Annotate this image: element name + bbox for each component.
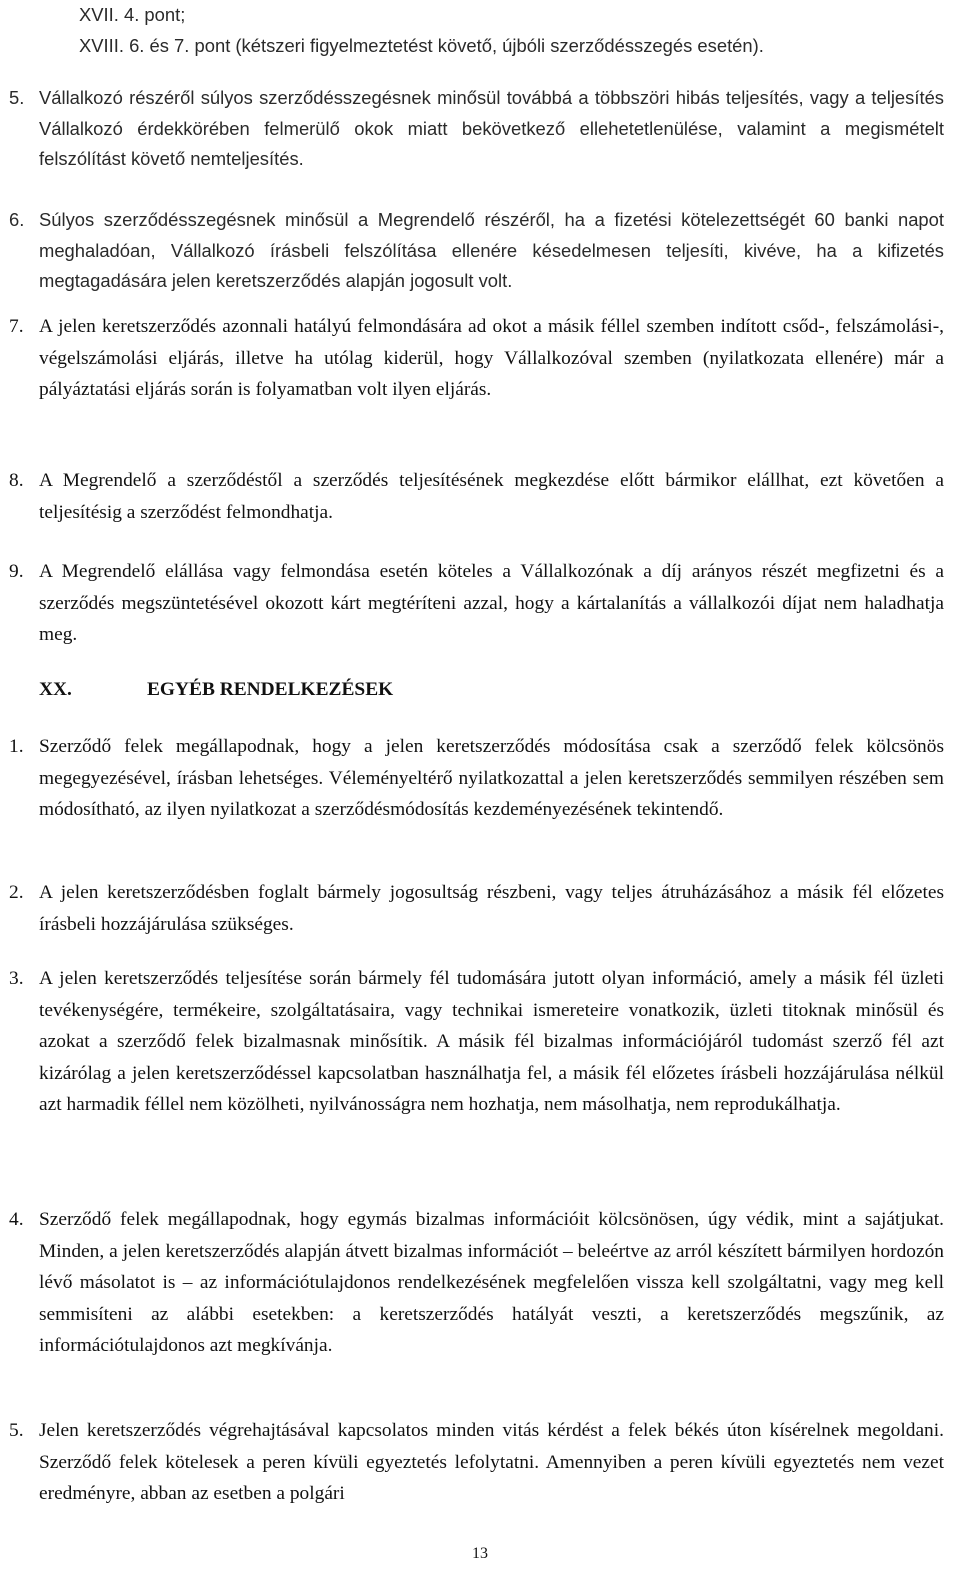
previous-list-continuation	[79, 0, 939, 61]
paragraph-number: 3.	[9, 968, 24, 989]
paragraph-8	[0, 465, 960, 528]
paragraph-number: 6.	[9, 209, 25, 230]
section-paragraph-2	[0, 877, 960, 940]
paragraph-text: A Megrendelő elállása vagy felmondása esetén köteles a Vállalkozónak a díj arányos részét megfizetni és a szerződés megszüntetésével okozott kárt megtéríteni azzal, hogy a kártalanítás a vállalkozói díjat nem haladhatja meg.	[39, 561, 944, 646]
paragraph-text: Szerződő felek megállapodnak, hogy a jelen keretszerződés módosítása csak a szerződő felek kölcsönös megegyezésével, írásban lehetséges. Véleményeltérő nyilatkozattal a jelen keretszerződés semmilyen részében sem módosítható, az ilyen nyilatkozat a szerződésmódosítás kezdeményezésének tekintendő.	[39, 736, 944, 821]
paragraph-text: Szerződő felek megállapodnak, hogy egymás bizalmas információit kölcsönösen, úgy védik, mint a sajátjukat. Minden, a jelen keretszerződés alapján átvett bizalmas információt – beleértve az arról készített bármilyen hordozón lévő másolatot is – az információtulajdonos rendelkezésének megfelelően vissza kell szolgáltatni, vagy meg kell semmisíteni az alábbi esetekben: a keretszerződés hatályát veszti, a keretszerződés megszűnik, az információtulajdonos azt megkívánja.	[39, 1209, 944, 1357]
page-number: 13	[472, 1545, 488, 1562]
paragraph-number: 8.	[9, 470, 24, 491]
paragraph-text: A Megrendelő a szerződéstől a szerződés teljesítésének megkezdése előtt bármikor elállhat, ezt követően a teljesítésig a szerződést felmondhatja.	[39, 470, 944, 523]
paragraph-6	[0, 205, 960, 297]
paragraph-text: A jelen keretszerződés azonnali hatályú felmondására ad okot a másik féllel szemben indított csőd-, felszámolási-, végelszámolási eljárás, illetve ha utólag kiderül, hogy Vállalkozóval szemben (nyilatkozata ellenére) már a pályáztatási eljárás során is folyamatban volt ilyen eljárás.	[39, 316, 944, 401]
section-title: EGYÉB RENDELKEZÉSEK	[147, 679, 394, 700]
paragraph-number: 5.	[9, 1420, 24, 1441]
paragraph-text: Súlyos szerződésszegésnek minősül a Megrendelő részéről, ha a fizetési kötelezettségét 60 banki napot meghaladóan, Vállalkozó írásbeli felszólítása ellenére késedelmesen teljesíti, kivéve, ha a kifizetés megtagadására jelen keretszerződés alapján jogosult volt.	[39, 209, 944, 291]
section-paragraph-1	[0, 731, 960, 826]
paragraph-5	[0, 83, 960, 175]
paragraph-number: 4.	[9, 1209, 24, 1230]
section-paragraph-4	[0, 1204, 960, 1362]
section-paragraph-3	[0, 963, 960, 1121]
paragraph-text: A jelen keretszerződésben foglalt bármely jogosultság részbeni, vagy teljes átruházásához a másik fél előzetes írásbeli hozzájárulása szükséges.	[39, 882, 944, 935]
paragraph-9	[0, 556, 960, 651]
paragraph-number: 1.	[9, 736, 24, 757]
list-line: XVIII. 6. és 7. pont (kétszeri figyelmeztetést követő, újbóli szerződésszegés esetén).	[79, 34, 764, 56]
paragraph-text: A jelen keretszerződés teljesítése során bármely fél tudomására jutott olyan információ, amely a másik fél üzleti tevékenységére, termékeire, szolgáltatásaira, vagy technikai ismereteire vonatkozik, üzleti titoknak minősül és azokat a szerződő felek bizalmasnak minősítik. A másik fél bizalmas információjáról tudomást szerző fél azt kizárólag a jelen keretszerződéssel kapcsolatban használhatja fel, a másik fél előzetes írásbeli hozzájárulása nélkül azt harmadik féllel nem közölheti, nyilvánosságra nem hozhatja, nem másolhatja, nem reprodukálhatja.	[39, 968, 944, 1116]
section-paragraph-5	[0, 1415, 960, 1510]
paragraph-number: 5.	[9, 87, 25, 108]
paragraph-text: Vállalkozó részéről súlyos szerződésszegésnek minősül továbbá a többszöri hibás teljesítés, vagy a teljesítés Vállalkozó érdekkörében felmerülő okok miatt bekövetkező ellehetetlenülése, valamint a megismételt felszólítást követő nemteljesítés.	[39, 87, 944, 169]
section-number: XX.	[39, 679, 72, 700]
paragraph-7	[0, 311, 960, 406]
paragraph-text: Jelen keretszerződés végrehajtásával kapcsolatos minden vitás kérdést a felek békés úton kísérelnek megoldani. Szerződő felek kötelesek a peren kívüli egyeztetés lefolytatni. Amennyiben a peren kívüli egyeztetés nem vezet eredményre, abban az esetben a polgári	[39, 1420, 944, 1505]
list-line: XVII. 4. pont;	[79, 4, 186, 25]
paragraph-number: 9.	[9, 561, 24, 582]
paragraph-number: 7.	[9, 316, 24, 337]
paragraph-number: 2.	[9, 882, 24, 903]
